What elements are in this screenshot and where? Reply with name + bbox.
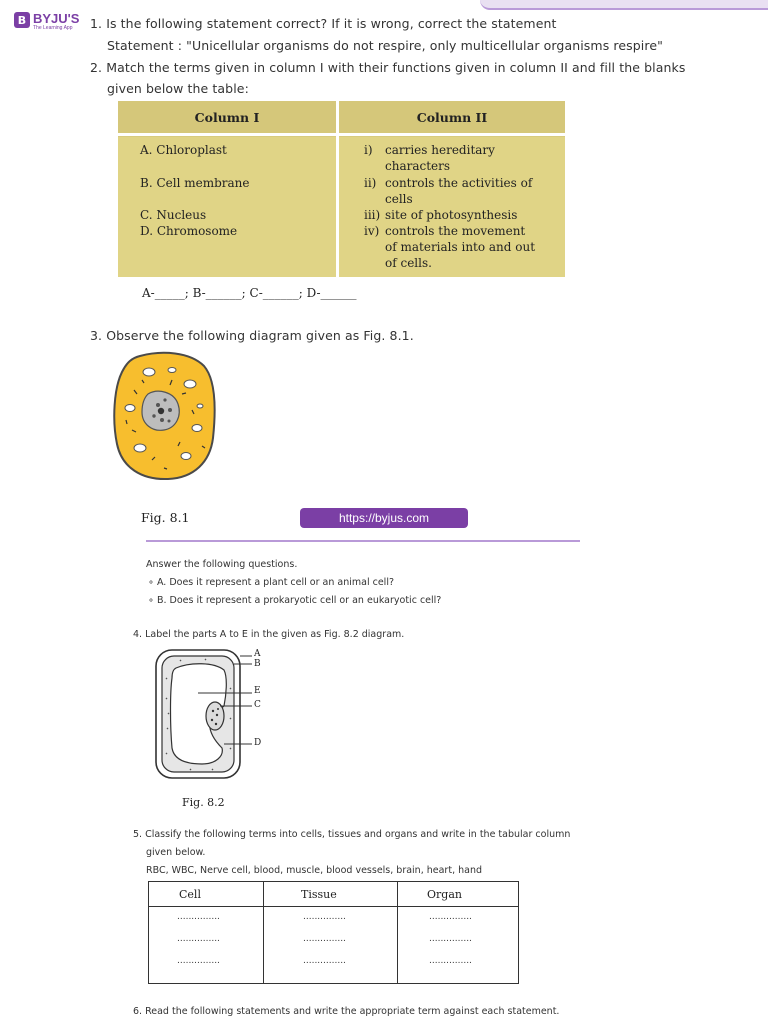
label-e: E	[254, 686, 261, 696]
url-link[interactable]: https://byjus.com	[300, 508, 468, 528]
header-organ: Organ	[427, 888, 462, 901]
q5-line2: given below.	[146, 847, 206, 858]
blank-cell-3: ...............	[177, 956, 220, 966]
col2-num-iii: iii)	[364, 208, 381, 222]
answer-intro: Answer the following questions.	[146, 559, 298, 570]
fig-8-2-label: Fig. 8.2	[182, 796, 225, 809]
blank-tissue-3: ...............	[303, 956, 346, 966]
q1-statement: Statement : "Unicellular organisms do not respire, only multicellular organisms respire"	[107, 38, 663, 53]
animal-cell-diagram	[112, 350, 218, 482]
col2-item-iv-line3: of cells.	[385, 256, 432, 270]
section-divider	[146, 540, 580, 542]
q3-sub-b: ∘ B. Does it represent a prokaryotic cell or an eukaryotic cell?	[148, 595, 442, 606]
q6-line1: 6. Read the following statements and write the appropriate term against each statement.	[133, 1006, 560, 1017]
q2-line1: 2. Match the terms given in column I with their functions given in column II and fill the blanks	[90, 60, 686, 75]
column-2-header: Column II	[339, 101, 565, 133]
col2-item-ii-line1: controls the activities of	[385, 176, 533, 190]
match-table	[118, 101, 565, 277]
q5-line1: 5. Classify the following terms into cells, tissues and organs and write in the tabular column	[133, 829, 571, 840]
col1-item-b: B. Cell membrane	[140, 176, 250, 190]
blank-cell-1: ...............	[177, 912, 220, 922]
logo-name: BYJU'S	[33, 11, 80, 26]
q3-sub-a: ∘ A. Does it represent a plant cell or an animal cell?	[148, 577, 395, 588]
q4-line1: 4. Label the parts A to E in the given as Fig. 8.2 diagram.	[133, 629, 405, 640]
column-1-header: Column I	[118, 101, 336, 133]
label-b: B	[254, 659, 261, 669]
label-d: D	[254, 738, 262, 748]
answer-blanks: A-_____; B-______; C-______; D-______	[142, 286, 357, 300]
blank-tissue-1: ...............	[303, 912, 346, 922]
label-a: A	[254, 649, 261, 659]
col2-item-iv-line1: controls the movement	[385, 224, 526, 238]
col1-item-d: D. Chromosome	[140, 224, 238, 238]
col2-item-ii-line2: cells	[385, 192, 413, 206]
blank-organ-2: ...............	[429, 934, 472, 944]
blank-organ-1: ...............	[429, 912, 472, 922]
blank-organ-3: ...............	[429, 956, 472, 966]
col2-item-i-line2: characters	[385, 159, 451, 173]
blank-cell-2: ...............	[177, 934, 220, 944]
logo-mark-icon: B	[14, 12, 30, 28]
col2-item-iv-line2: of materials into and out	[385, 240, 536, 254]
col2-num-i: i)	[364, 143, 373, 157]
col2-num-ii: ii)	[364, 176, 377, 190]
label-c: C	[254, 700, 261, 710]
classify-table	[148, 881, 519, 984]
blank-tissue-2: ...............	[303, 934, 346, 944]
header-tissue: Tissue	[301, 888, 337, 901]
q2-line2: given below the table:	[107, 81, 249, 96]
q1-line1: 1. Is the following statement correct? If it is wrong, correct the statement	[90, 16, 557, 31]
q5-terms: RBC, WBC, Nerve cell, blood, muscle, blood vessels, brain, heart, hand	[146, 865, 482, 876]
header-cell: Cell	[179, 888, 201, 901]
byjus-logo	[14, 12, 79, 31]
q3-line1: 3. Observe the following diagram given as Fig. 8.1.	[90, 328, 414, 343]
col2-item-iii-line1: site of photosynthesis	[385, 208, 518, 222]
logo-tagline: The Learning App	[33, 25, 73, 31]
fig-8-1-label: Fig. 8.1	[141, 510, 190, 525]
col2-num-iv: iv)	[364, 224, 380, 238]
col1-item-a: A. Chloroplast	[140, 143, 227, 157]
col1-item-c: C. Nucleus	[140, 208, 207, 222]
plant-cell-diagram	[150, 648, 268, 780]
header-accent-bar	[480, 0, 768, 10]
col2-item-i-line1: carries hereditary	[385, 143, 495, 157]
